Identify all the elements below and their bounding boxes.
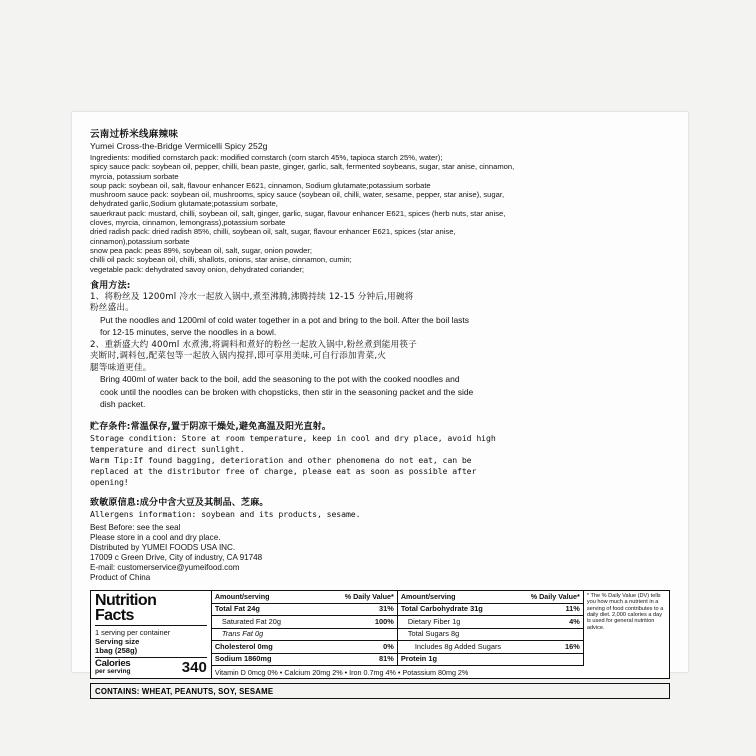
- contains-allergens-box: CONTAINS: WHEAT, PEANUTS, SOY, SESAME: [90, 683, 670, 699]
- vitamins-line: Vitamin D 0mcg 0% • Calcium 20mg 2% • Iron 0.7mg 4% • Potassium 80mg 2%: [214, 667, 469, 677]
- table-row: [212, 616, 397, 629]
- column-header-amount: Amount/serving: [214, 592, 270, 602]
- ingredients-line: cloves, myrcia, cinnamon, lemongrass),potassium sorbate: [90, 218, 286, 228]
- serving-size-value: 1bag (258g): [95, 645, 138, 655]
- ingredients-line: cinnamon),potassium sorbate: [90, 236, 190, 246]
- nutrient-name: Total Sugars 8g: [407, 630, 460, 639]
- directions-step2-en-cont1: cook until the noodles can be broken with chopsticks, then stir in the seasoning packet and the side: [100, 386, 474, 397]
- ingredients-line: sauerkraut pack: mustard, chilli, soybean oil, salt, ginger, garlic, sugar, flavour enhancer E621, spices (herb nuts, star anise,: [90, 208, 506, 218]
- nutrient-column-right: [398, 591, 584, 666]
- column-header-dv: % Daily Value*: [530, 592, 580, 602]
- store-line: Please store in a cool and dry place.: [90, 532, 221, 542]
- column-header-left: [212, 591, 397, 604]
- nutrition-facts-columns-wrap: [212, 591, 584, 679]
- storage-heading-cn: 贮存条件:常温保存,置于阴凉干燥处,避免高温及阳光直射。: [90, 421, 332, 432]
- ingredients-block: [90, 153, 670, 274]
- nutrient-dv: 100%: [374, 616, 394, 626]
- product-title-en: Yumei Cross-the-Bridge Vermicelli Spicy 252g: [90, 141, 268, 151]
- calories-row: [95, 657, 207, 675]
- directions-step2-cn-cont1: 夹断时,调料包,配菜包等一起放入锅内搅拌,即可享用美味,可自行添加青菜,火: [90, 351, 387, 362]
- origin-line: Product of China: [90, 572, 151, 582]
- ingredients-line: vegetable pack: dehydrated savoy onion, dehydrated coriander;: [90, 264, 305, 274]
- nutrient-name: Total Carbohydrate 31g: [400, 605, 483, 614]
- ingredients-line: mushroom sauce pack: soybean oil, mushrooms, spicy sauce (soybean oil, chilli, water, sesame, pepper, star anise), sugar,: [90, 190, 505, 200]
- nutrient-name: Protein 1g: [400, 655, 437, 664]
- table-row: [212, 654, 397, 666]
- ingredients-line: chilli oil pack: soybean oil, chilli, shallots, onions, star anise, cinnamon, cumin;: [90, 255, 352, 265]
- nutrient-name: Dietary Fiber 1g: [407, 617, 461, 626]
- email-line: E-mail: customerservice@yumeifood.com: [90, 562, 240, 572]
- table-row: [212, 641, 397, 654]
- nutrition-facts-title-line2: Facts: [95, 606, 134, 624]
- ingredients-line: soup pack: soybean oil, salt, flavour enhancer E621, cinnamon, Sodium glutamate;potassium sorbate: [90, 180, 431, 190]
- nutrient-dv: 11%: [565, 604, 580, 614]
- vitamins-row: [212, 665, 584, 678]
- nutrient-name: Includes 8g Added Sugars: [414, 642, 502, 651]
- directions-step2-cn-cont2: 腿等味道更佳。: [90, 362, 152, 373]
- ingredients-line: snow pea pack: peas 89%, soybean oil, salt, sugar, onion powder;: [90, 245, 313, 255]
- nutrient-column-left: [212, 591, 398, 666]
- storage-line-1: Storage condition: Store at room temperature, keep in cool and dry place, avoid high: [90, 432, 496, 443]
- storage-line-2: temperature and direct sunlight.: [90, 443, 245, 454]
- ingredients-line: dried radish pack: dried radish 85%, chilli, soybean oil, salt, sugar, flavour enhancer E621, spices (star anise,: [90, 227, 456, 237]
- nutrient-dv: 16%: [565, 641, 580, 651]
- nutrient-name: Trans Fat 0g: [221, 630, 264, 639]
- nutrition-facts-columns: [212, 591, 584, 666]
- table-row: [398, 641, 583, 654]
- column-header-amount: Amount/serving: [400, 592, 456, 602]
- product-title-cn: 云南过桥米线麻辣味: [90, 129, 179, 140]
- product-label: [72, 112, 688, 696]
- nutrient-name: Saturated Fat 20g: [221, 617, 281, 626]
- daily-value-footnote: * The % Daily Value (DV) tells you how much a nutrient in a serving of food contributes to a daily diet. 2,000 calories a day is used for general nutrition advice.: [586, 592, 664, 631]
- ingredients-line: dehydrated garlic,Sodium glutamate;potassium sorbate,: [90, 199, 278, 209]
- nutrient-dv: 31%: [379, 604, 394, 614]
- label-content: [90, 126, 670, 699]
- nutrition-facts-left-column: [91, 591, 212, 679]
- servings-per-container: 1 serving per container: [95, 627, 171, 637]
- nutrient-name: Total Fat 24g: [214, 605, 260, 614]
- directions-step1-cn: 1、将粉丝及 1200ml 冷水一起放入锅中,煮至沸腾,沸腾持续 12-15 分钟后,用碗将: [90, 291, 414, 302]
- address-line: 17009 c Green Drive, City of industry, CA 91748: [90, 552, 263, 562]
- directions-step2-cn: 2、重新盛大约 400ml 水煮沸,将调料和煮好的粉丝一起放入锅中,粉丝煮到能用筷子: [90, 339, 417, 350]
- allergen-heading-cn: 致敏原信息:成分中含大豆及其制品、芝麻。: [90, 497, 269, 508]
- directions-heading-cn: 食用方法:: [90, 280, 131, 291]
- directions-step1-en-cont: for 12-15 minutes, serve the noodles in a bowl.: [100, 327, 277, 338]
- nutrition-facts-title-line1: Nutrition: [95, 591, 157, 609]
- warm-tip-line-2: replaced at the distributor free of charge, please eat as soon as possible after: [90, 465, 477, 476]
- nutrition-facts-panel: [90, 590, 670, 680]
- allergen-line-en: Allergens information: soybean and its products, sesame.: [90, 508, 361, 519]
- table-row: [398, 629, 583, 642]
- ingredients-line: myrcia, potassium sorbate: [90, 171, 179, 181]
- directions-step1-cn-cont: 粉丝盛出。: [90, 303, 134, 314]
- nutrient-name: Cholesterol 0mg: [214, 642, 273, 651]
- directions-step2-en-cont2: dish packet.: [100, 399, 146, 410]
- directions-step2-en: Bring 400ml of water back to the boil, add the seasoning to the pot with the cooked noodles and: [100, 374, 460, 385]
- divider: [95, 625, 207, 626]
- column-header-dv: % Daily Value*: [344, 592, 394, 602]
- ingredients-line: spicy sauce pack: soybean oil, pepper, chilli, bean paste, ginger, garlic, salt, fermented soybeans, sugar, star anise, cinnamon,: [90, 162, 515, 172]
- ingredients-line: Ingredients: modified cornstarch pack: modified cornstarch (corn starch 45%, tapioca starch 25%, water);: [90, 153, 443, 162]
- warm-tip-line-1: Warm Tip:If found bagging, deterioration and other phenomena do not eat, can be: [90, 454, 472, 465]
- table-row: [398, 654, 583, 666]
- nutrient-dv: 81%: [379, 654, 394, 664]
- table-row: [398, 616, 583, 629]
- nutrient-dv: 4%: [569, 616, 580, 626]
- table-row: [398, 604, 583, 617]
- directions-step1-en: Put the noodles and 1200ml of cold water together in a pot and bring to the boil. After the boil lasts: [100, 314, 470, 325]
- best-before-line: Best Before: see the seal: [90, 522, 181, 532]
- table-row: [212, 629, 397, 642]
- nutrient-dv: 0%: [383, 641, 394, 651]
- calories-value: 340: [181, 658, 207, 676]
- serving-size-label: Serving size: [95, 636, 140, 646]
- table-row: [212, 604, 397, 617]
- calories-sublabel: per serving: [95, 667, 131, 675]
- column-header-right: [398, 591, 583, 604]
- calories-label: Calories: [95, 657, 131, 669]
- warm-tip-line-3: opening!: [90, 476, 129, 487]
- distributor-line: Distributed by YUMEI FOODS USA INC.: [90, 542, 236, 552]
- nutrient-name: Sodium 1860mg: [214, 655, 272, 664]
